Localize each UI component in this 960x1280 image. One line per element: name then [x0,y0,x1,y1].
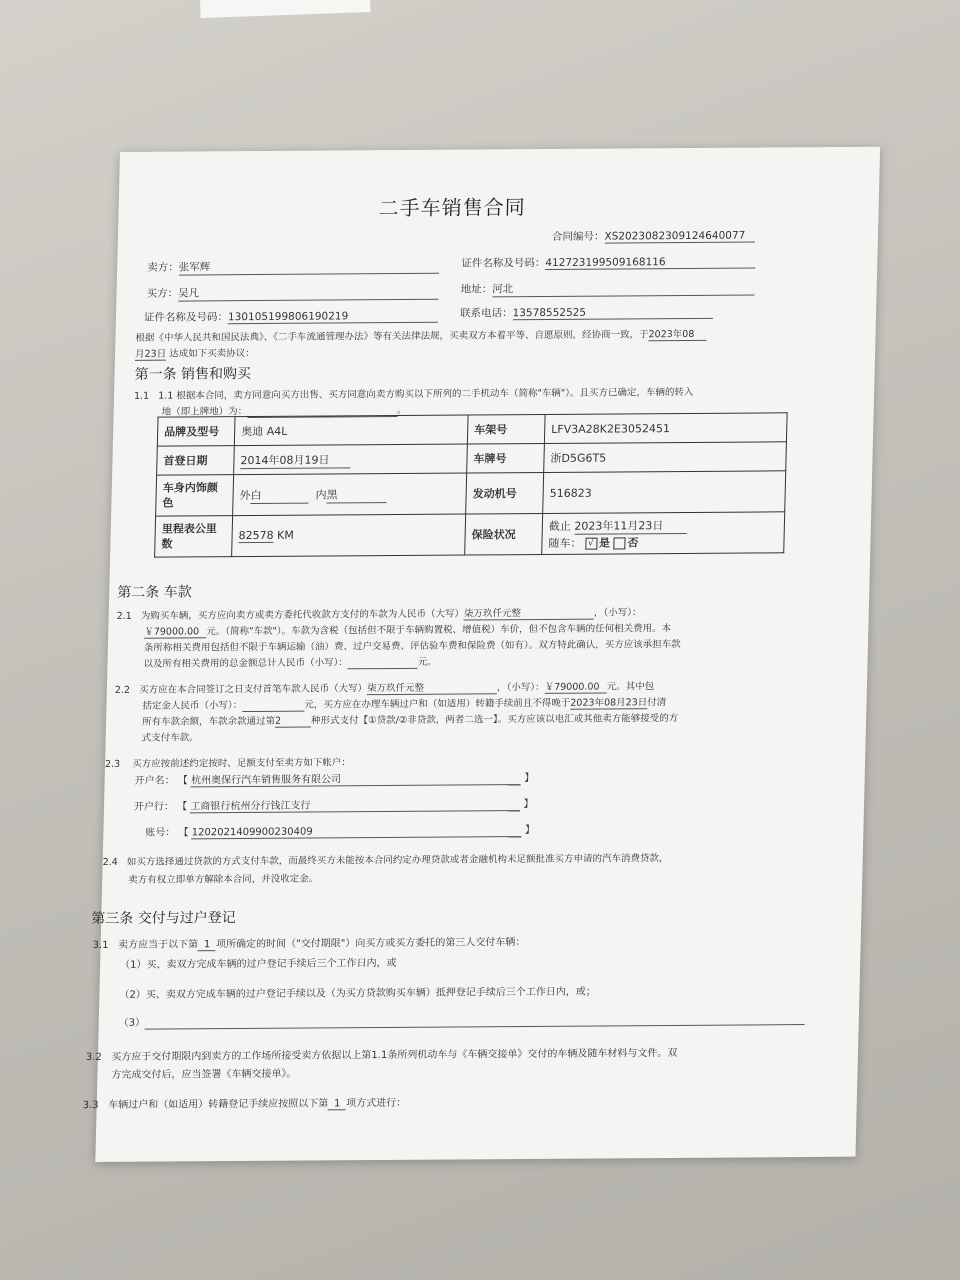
clause-2-1-line-2: ￥79000.00 元。（简称"车款"）。车款为含税（包括但不限于车辆购置税、增值税）车价，但不包含车辆的任何相关费用。本 [144,623,672,638]
color-label: 车身内饰颜色 [156,475,234,517]
article-2-heading: 第二条 车款 [117,584,192,601]
seller-id-row: 证件名称及号码：412723199509168116 [461,254,755,271]
plate-value: 浙D5G6T5 [544,442,787,473]
reg-date-cell: 2014年08月19日 [234,444,468,475]
color-cell: 外白 内黑 [233,473,467,516]
vehicle-info-table [154,412,788,557]
plate-label: 车牌号 [467,443,545,473]
insurance-cell: 截止 2023年11月23日 随车： √ 是 否 [542,512,785,555]
account-name-row: 开户名： 【 杭州奥保行汽车销售服务有限公司 】 [134,769,534,788]
clause-3-1: 3.1 卖方应当于以下第 1 项所确定的时间（"交付期限"）向买方或买方委托的第三人交付车辆： [92,937,526,952]
checkbox-yes: √ [585,537,597,549]
vin-value: LFV3A28K2E3052451 [544,413,787,444]
article-1-1-line-2: 地（即上牌地）为： 。 [161,404,407,418]
clause-2-2-line-3: 所有车款余额，车款余款通过第2 种形式支付【①贷款/②非贷款，两者二选一】。买方应该以电汇或其他卖方能够接受的方 [141,712,679,728]
clause-2-2-line-4: 式支付车款。 [141,732,199,744]
intro-line-1: 根据《中华人民共和国民法典》、《二手车流通管理办法》等有关法律法规，买卖双方本着平等、自愿原则，经协商一致，于2023年08 [135,326,706,345]
clause-2-4-line-2: 卖方有权立即单方解除本合同，并没收定金。 [128,873,319,886]
buyer-row: 买方：吴凡 [146,284,438,302]
engine-label: 发动机号 [466,472,544,514]
brand-value: 奥迪 A4L [234,415,468,446]
bank-row: 开户行： 【 工商银行杭州分行钱江支行 】 [134,795,534,814]
clause-2-1-line-4: 以及所有相关费用的总金额总计人民币（小写）： 元。 [143,656,437,670]
option-2: （2）买、卖双方完成车辆的过户登记手续以及（为买方贷款购买车辆）抵押登记手续后三个工作日内，或； [119,986,596,1001]
mileage-label: 里程表公里数 [155,516,233,558]
account-number-row: 账号： 【 1202021409900230409 】 [145,824,536,839]
buyer-phone-row: 联系电话：13578552525 [460,304,713,321]
seller-row: 卖方：张军辉 [147,258,439,276]
clause-3-2-line-1: 3.2 买方应于交付期限内到卖方的工作场所接受卖方依据以上第1.1条所列机动车与《车辆交接单》交付的车辆及随车材料与文件。双 [85,1047,678,1064]
reg-date-label: 首登日期 [157,446,235,476]
engine-value: 516823 [543,471,786,514]
intro-line-2: 月23日 达成如下买卖协议： [135,345,255,361]
option-3: （3） [119,1009,806,1030]
clause-3-3: 3.3 车辆过户和（如适用）转籍登记手续应按照以下第 1 项方式进行： [82,1097,407,1112]
clause-2-1-line-3: 条所称相关费用包括但不限于车辆运输（油）费、过户交易费、评估验车费和保险费（如有）。双方特此确认，买方应该承担车款 [143,638,681,654]
vin-label: 车架号 [467,414,545,444]
option-1: （1）买、卖双方完成车辆的过户登记手续后三个工作日内，或 [119,957,397,971]
contract-number: 合同编号：XS2023082309124640077 [552,228,755,244]
clause-3-2-line-2: 方完成交付后，应当签署《车辆交接单》。 [111,1068,297,1081]
mileage-cell: 82578 KM [232,514,466,557]
clause-2-4-line-1: 2.4 如买方选择通过贷款的方式支付车款，而最终买方未能按本合同约定办理贷款或者金融机构未足额批准买方申请的汽车消费贷款， [102,853,669,868]
checkbox-no [613,537,625,549]
brand-label: 品牌及型号 [157,417,235,447]
contract-title: 二手车销售合同 [378,195,526,221]
contract-page [82,147,880,1162]
buyer-id-row: 证件名称及号码：130105199806190219 [144,308,438,325]
insurance-label: 保险状况 [465,513,543,555]
article-3-heading: 第三条 交付与过户登记 [91,910,236,928]
clause-2-2-line-2: 括定金人民币（小写）： 元，买方应在办理车辆过户和（如适用）转籍手续前且不得晚于2023年08月23日付清 [142,694,666,713]
clause-2-2-line-1: 2.2 买方应在本合同签订之日支付首笔车款人民币（大写）柒万玖仟元整 ，（小写）：￥79000.00 元。其中包 [115,678,655,697]
article-1-1-line-1: 1.1 1.1 根据本合同，卖方同意向买方出售、买方同意向卖方购买以下所列的二手机动车（简称"车辆"）。且买方已确定，车辆的转入 [133,386,694,402]
buyer-address-row: 地址：河北 [460,280,754,298]
article-1-heading: 第一条 销售和购买 [134,366,252,383]
clause-2-1-line-1: 2.1 为购买车辆，买方应向卖方或卖方委托代收款方支付的车款为人民币（大写）柒万玖仟元整 ，（小写）： [116,604,641,623]
clause-2-3: 2.3 买方应按前述约定按时、足额支付至卖方如下帐户： [104,757,351,770]
